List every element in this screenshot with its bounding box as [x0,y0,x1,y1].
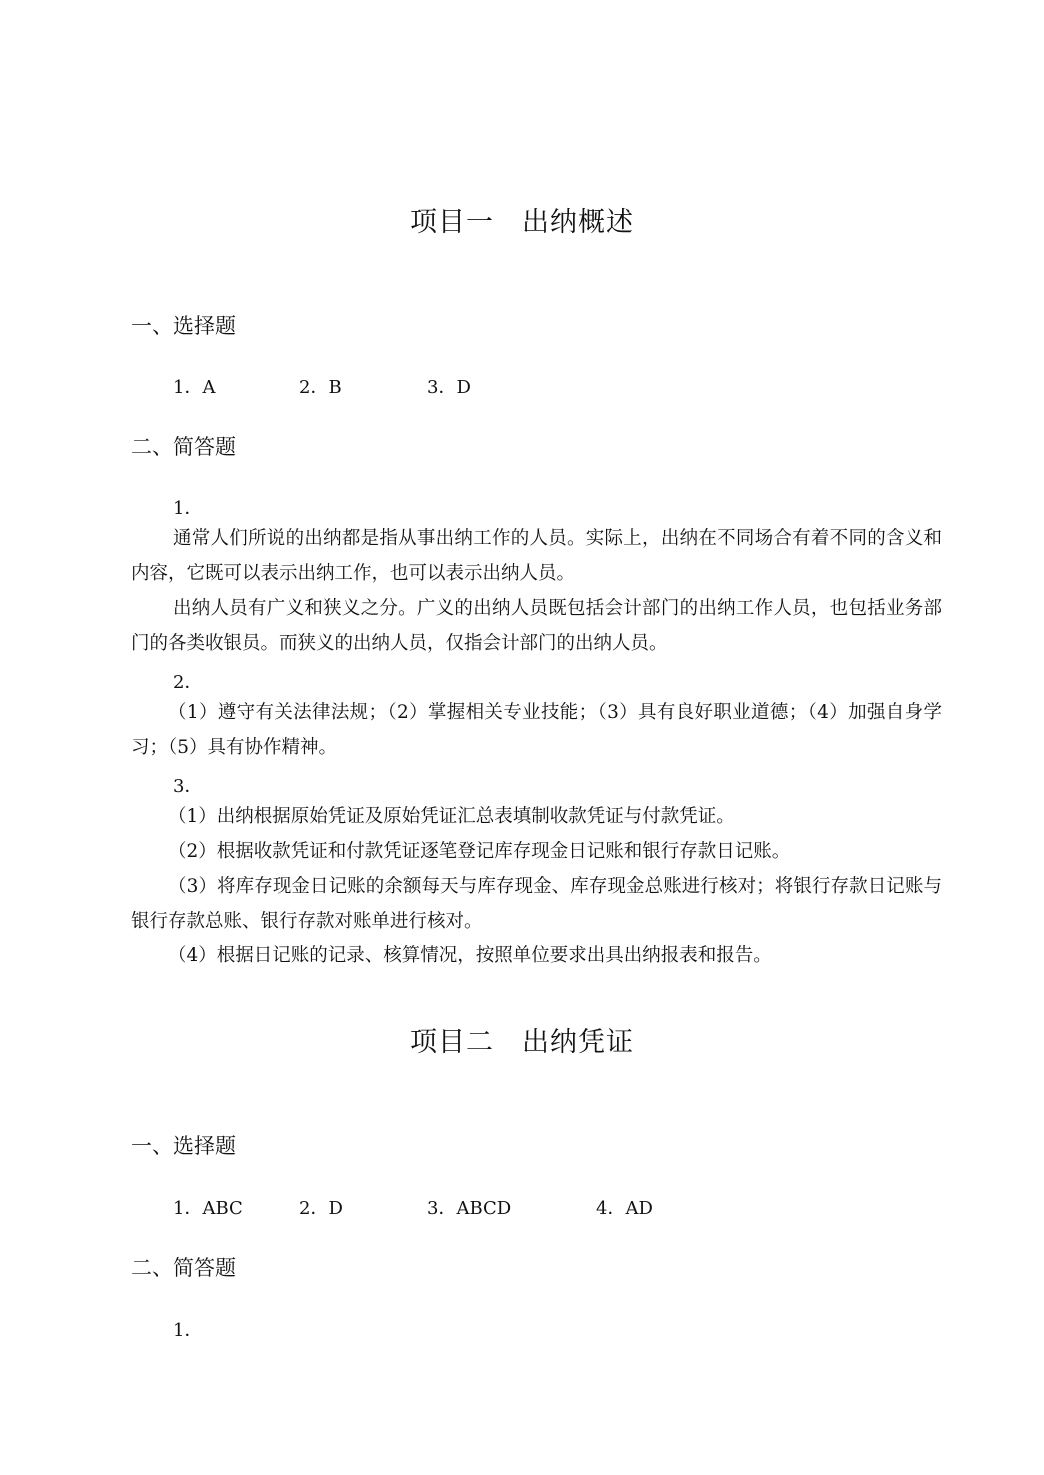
project2-answer-3: 3．ABCD [427,1198,512,1219]
project1-q3-paragraph-3: （3）将库存现金日记账的余额每天与库存现金、库存现金总账进行核对；将银行存款日记账与银行存款总账、银行存款对账单进行核对。 [131,876,942,932]
project2-q1-number: 1． [173,1320,203,1341]
project1-q3-number: 3． [173,776,203,797]
project1-choice-heading: 一、选择题 [131,314,236,338]
project1-q3-paragraph-1: （1）出纳根据原始凭证及原始凭证汇总表填制收款凭证与付款凭证。 [168,806,735,827]
project1-q1-number: 1． [173,498,203,519]
project1-q1-paragraph-2: 出纳人员有广义和狭义之分。广义的出纳人员既包括会计部门的出纳工作人员，也包括业务部门的各类收银员。而狭义的出纳人员，仅指会计部门的出纳人员。 [131,598,942,654]
project1-q3-paragraph-2: （2）根据收款凭证和付款凭证逐笔登记库存现金日记账和银行存款日记账。 [168,841,791,862]
project1-q3-paragraph-4: （4）根据日记账的记录、核算情况，按照单位要求出具出纳报表和报告。 [168,945,772,966]
project2-answer-1: 1．ABC [173,1198,243,1219]
project2-choice-heading: 一、选择题 [131,1134,236,1158]
project1-title-number: 项目一 [410,207,494,238]
project1-title-name: 出纳概述 [522,207,634,238]
project2-answer-2: 2．D [299,1198,343,1219]
project1-answer-2: 2．B [299,377,342,398]
project1-q2-paragraph-1: （1）遵守有关法律法规；（2）掌握相关专业技能；（3）具有良好职业道德；（4）加强自身学习；（5）具有协作精神。 [131,702,942,758]
project2-title-name: 出纳凭证 [522,1027,634,1058]
project1-answer-1: 1．A [173,377,216,398]
project1-q1-paragraph-1: 通常人们所说的出纳都是指从事出纳工作的人员。实际上，出纳在不同场合有着不同的含义和内容，它既可以表示出纳工作，也可以表示出纳人员。 [131,528,942,584]
project2-answer-4: 4．AD [596,1198,653,1219]
project1-short-answer-heading: 二、简答题 [131,435,236,459]
project1-answer-3: 3．D [427,377,471,398]
project2-title [0,1020,1044,1059]
project2-title-number: 项目二 [410,1027,494,1058]
project2-choice-answers [173,1194,873,1218]
project1-choice-answers [173,373,873,397]
project1-q2-number: 2． [173,672,203,693]
project1-title [0,200,1044,239]
project2-short-answer-heading: 二、简答题 [131,1256,236,1280]
